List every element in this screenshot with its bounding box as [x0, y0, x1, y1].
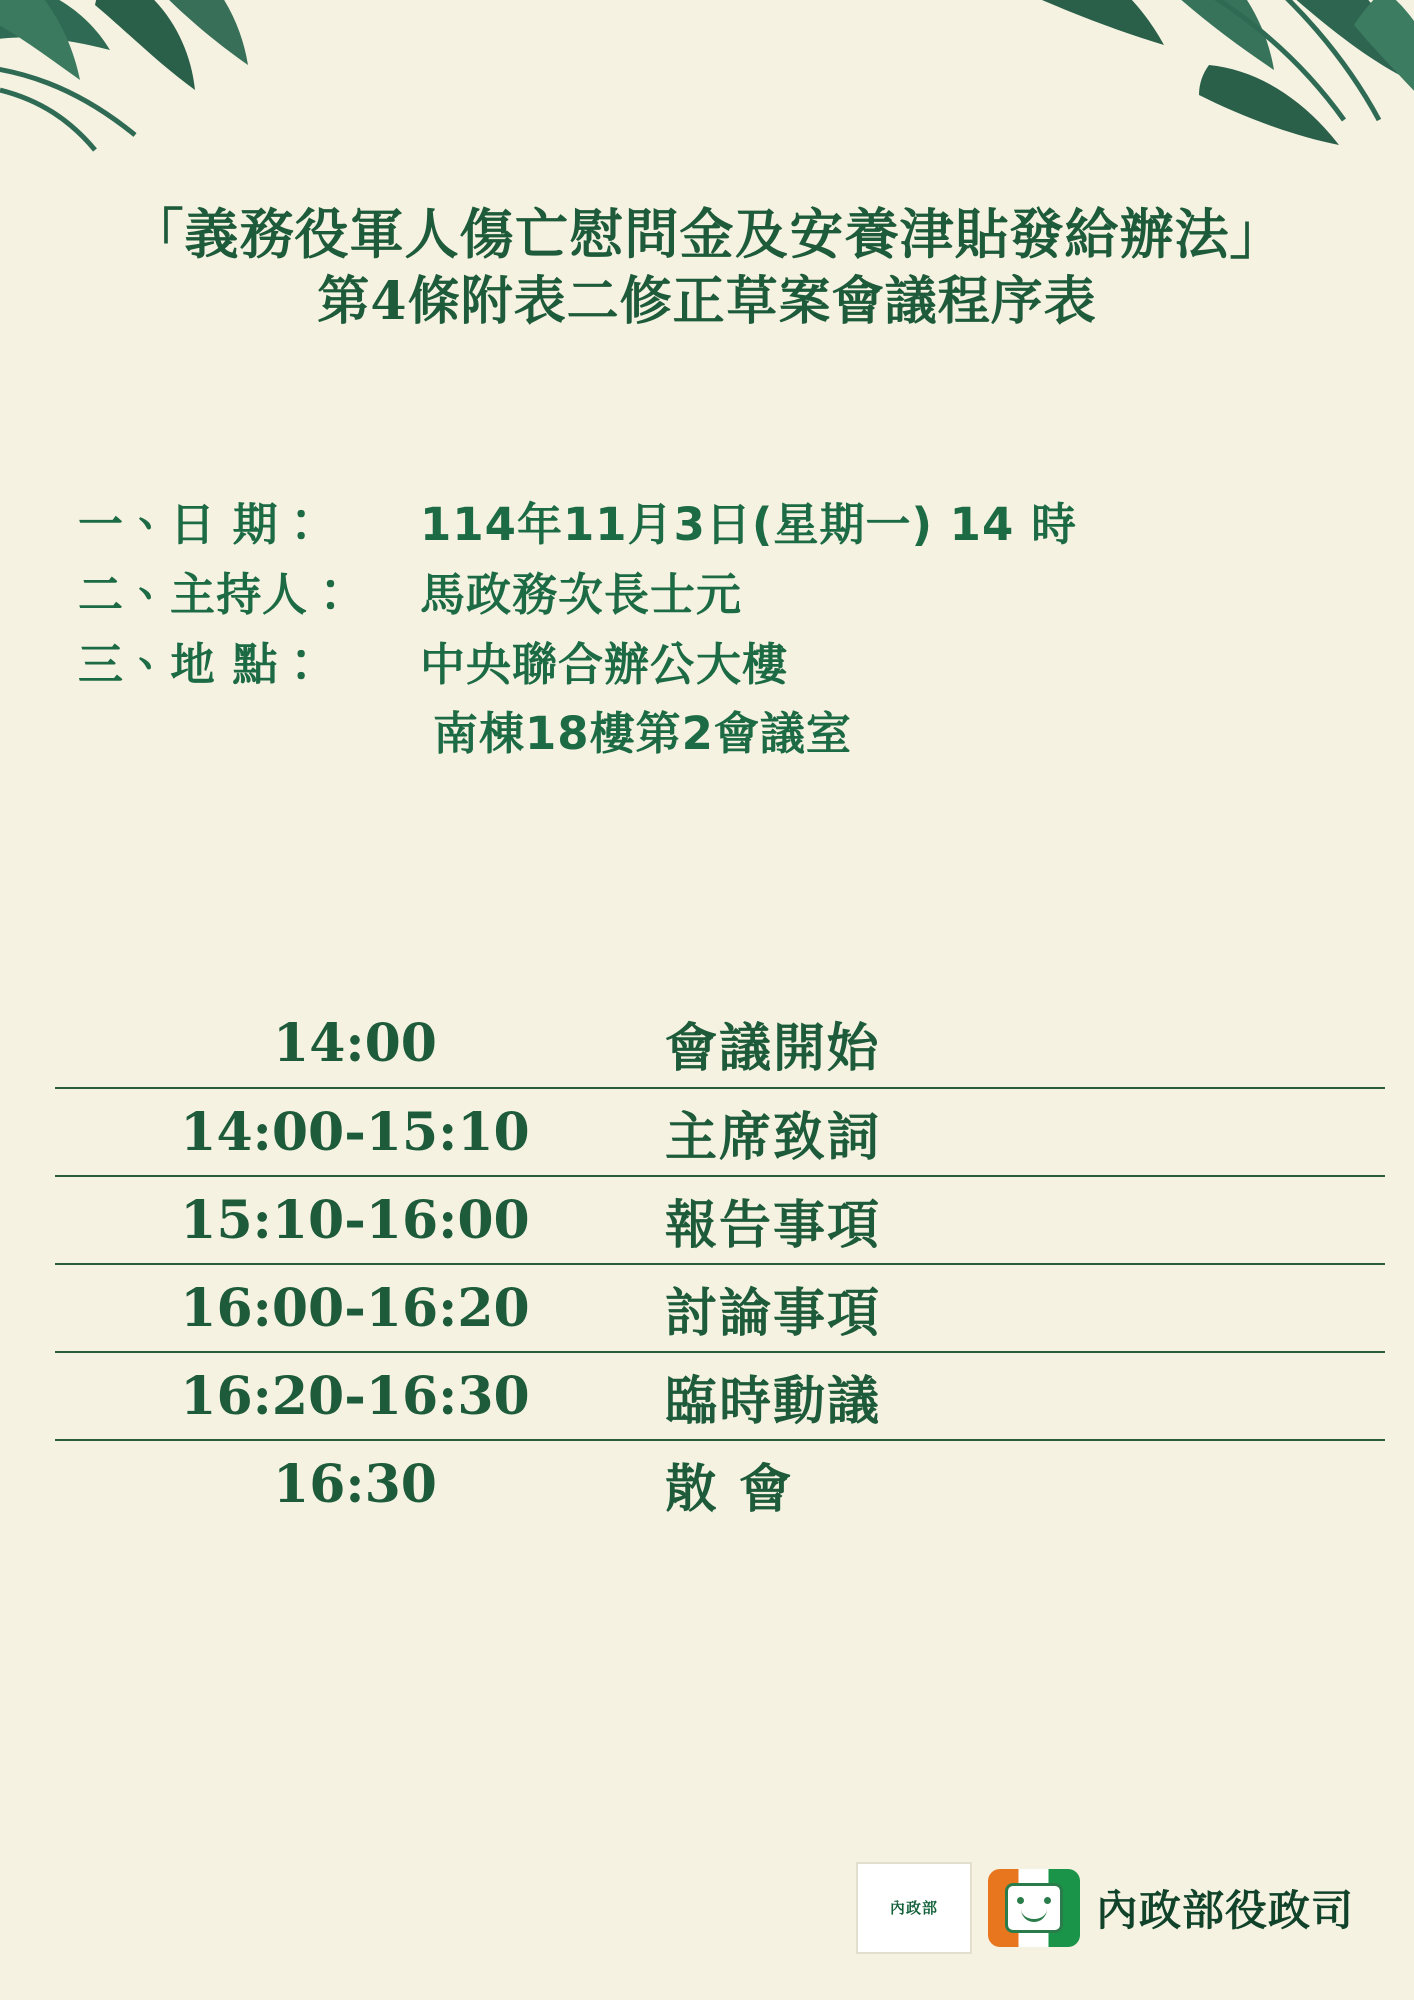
moi-logo [856, 1862, 972, 1954]
info-location-second-line: 南棟18樓第2會議室 [433, 707, 852, 761]
info-row-date [78, 490, 1338, 560]
agenda-topic: 主席致詞 [635, 1088, 1385, 1176]
agenda-time: 14:00-15:10 [55, 1088, 635, 1176]
info-index-2: 二、 [78, 567, 171, 621]
table-row [55, 1264, 1385, 1352]
info-label-location: 地 點： [170, 637, 325, 691]
table-row [55, 1000, 1385, 1088]
smile-icon [1021, 1907, 1047, 1922]
page-title [0, 200, 1414, 336]
smiley-face-icon [1005, 1883, 1063, 1933]
info-value-date: 114年11月3日(星期一) 14 時 [420, 498, 1077, 551]
leaf-decoration-top-left [0, 0, 290, 200]
conscription-agency-icon [988, 1869, 1080, 1947]
agenda-topic: 討論事項 [635, 1264, 1385, 1352]
table-row [55, 1440, 1385, 1528]
table-row [55, 1088, 1385, 1176]
agenda-time: 16:30 [55, 1440, 635, 1528]
info-label-chair: 主持人： [170, 567, 355, 621]
title-line-1: 「義務役軍人傷亡慰問金及安養津貼發給辦法」 [129, 202, 1285, 266]
table-row [55, 1352, 1385, 1440]
agenda-time: 15:10-16:00 [55, 1176, 635, 1264]
info-value-chair: 馬政務次長士元 [420, 567, 743, 621]
info-label-date: 日 期： [170, 498, 325, 551]
agenda-time: 16:20-16:30 [55, 1352, 635, 1440]
agenda-time: 14:00 [273, 1013, 437, 1074]
meeting-info-list [78, 490, 1338, 769]
footer-logos [856, 1862, 1354, 1954]
moi-logo-text: 內政部 [889, 1898, 938, 1917]
agenda-topic: 臨時動議 [635, 1352, 1385, 1440]
agenda-topic: 散 會 [635, 1440, 1385, 1528]
agency-label: 內政部役政司 [1095, 1886, 1354, 1935]
agenda-table [55, 1000, 1385, 1528]
table-row [55, 1176, 1385, 1264]
leaf-decoration-top-right [994, 0, 1414, 220]
agenda-time: 16:00-16:20 [55, 1264, 635, 1352]
info-value-location: 中央聯合辦公大樓 [420, 637, 789, 691]
info-row-location [78, 630, 1338, 700]
title-line-2: 第4條附表二修正草案會議程序表 [317, 271, 1097, 333]
agenda-topic: 報告事項 [635, 1176, 1385, 1264]
agenda-topic: 會議開始 [665, 1019, 882, 1079]
info-index-3: 三、 [78, 637, 171, 691]
info-index-1: 一、 [78, 498, 171, 551]
info-row-chair [78, 560, 1338, 630]
